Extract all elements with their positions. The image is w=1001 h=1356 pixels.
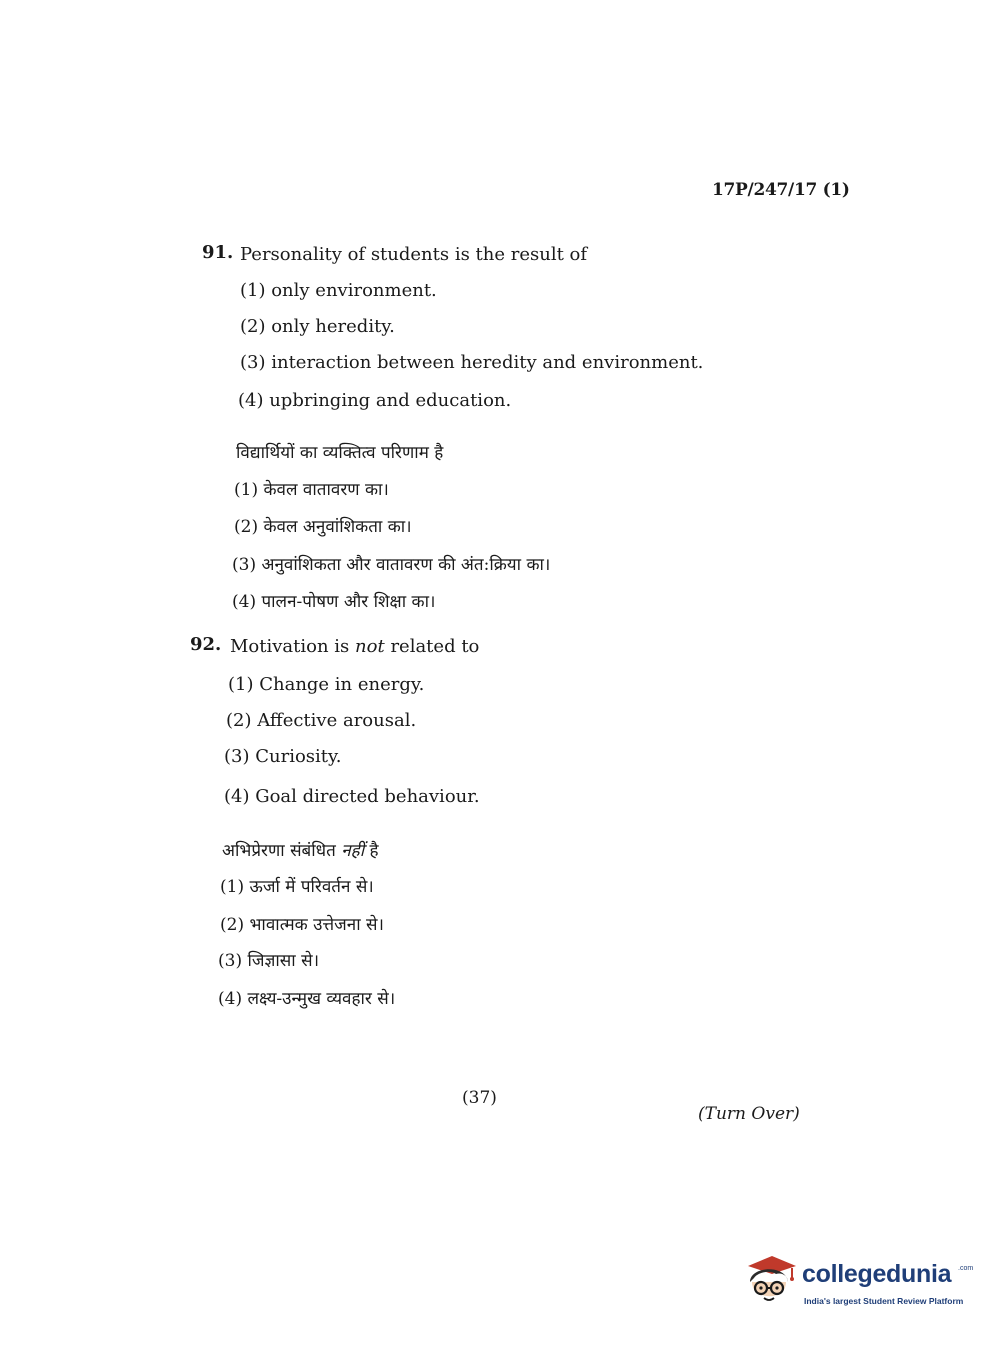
question-92-option-4-hindi: (4) लक्ष्य-उन्मुख व्यवहार से।: [218, 989, 396, 1009]
question-92-text-hindi-post: है: [369, 841, 379, 861]
question-92-option-1-hindi: (1) ऊर्जा में परिवर्तन से।: [220, 877, 374, 897]
question-91-option-4-hindi: (4) पालन-पोषण और शिक्षा का।: [232, 592, 436, 612]
question-91-number: 91.: [202, 242, 234, 263]
question-92-option-3: (3) Curiosity.: [224, 746, 342, 767]
question-92-text-emphasis: not: [355, 636, 385, 657]
question-92-text-pre: Motivation is: [230, 636, 350, 657]
question-91-option-2: (2) only heredity.: [240, 316, 395, 337]
question-91-option-3: (3) interaction between heredity and environment.: [240, 352, 704, 373]
question-92-text-post: related to: [390, 636, 480, 657]
question-92-option-3-hindi: (3) जिज्ञासा से।: [218, 951, 320, 971]
collegedunia-logo: [742, 1252, 972, 1314]
brand-name: collegedunia: [802, 1260, 952, 1288]
question-92-text: [230, 636, 479, 657]
question-92-option-4: (4) Goal directed behaviour.: [224, 786, 480, 807]
question-91-text-hindi: विद्यार्थियों का व्यक्तित्व परिणाम है: [236, 443, 444, 463]
question-91-option-3-hindi: (3) अनुवांशिकता और वातावरण की अंत:क्रिया का।: [232, 555, 551, 575]
paper-code: 17P/247/17 (1): [712, 180, 850, 200]
mascot-icon: [742, 1252, 798, 1314]
question-92-number: 92.: [190, 634, 222, 655]
turn-over-note: (Turn Over): [698, 1104, 800, 1124]
brand-suffix: .com: [958, 1265, 974, 1272]
question-91-option-1: (1) only environment.: [240, 280, 437, 301]
question-92-text-hindi-pre: अभिप्रेरणा संबंधित: [222, 841, 336, 861]
question-92-option-2-hindi: (2) भावात्मक उत्तेजना से।: [220, 915, 384, 935]
brand-tagline: India's largest Student Review Platform: [804, 1296, 964, 1306]
question-92-text-hindi: [222, 838, 379, 861]
question-92-option-1: (1) Change in energy.: [228, 674, 425, 695]
question-92-text-hindi-emphasis: नहीं: [341, 841, 365, 861]
question-91-option-4: (4) upbringing and education.: [238, 390, 512, 411]
question-91-option-2-hindi: (2) केवल अनुवांशिकता का।: [234, 517, 412, 537]
question-92-option-2: (2) Affective arousal.: [226, 710, 417, 731]
question-91-text: Personality of students is the result of: [240, 244, 588, 265]
question-91-option-1-hindi: (1) केवल वातावरण का।: [234, 480, 389, 500]
page-number: (37): [462, 1088, 497, 1108]
